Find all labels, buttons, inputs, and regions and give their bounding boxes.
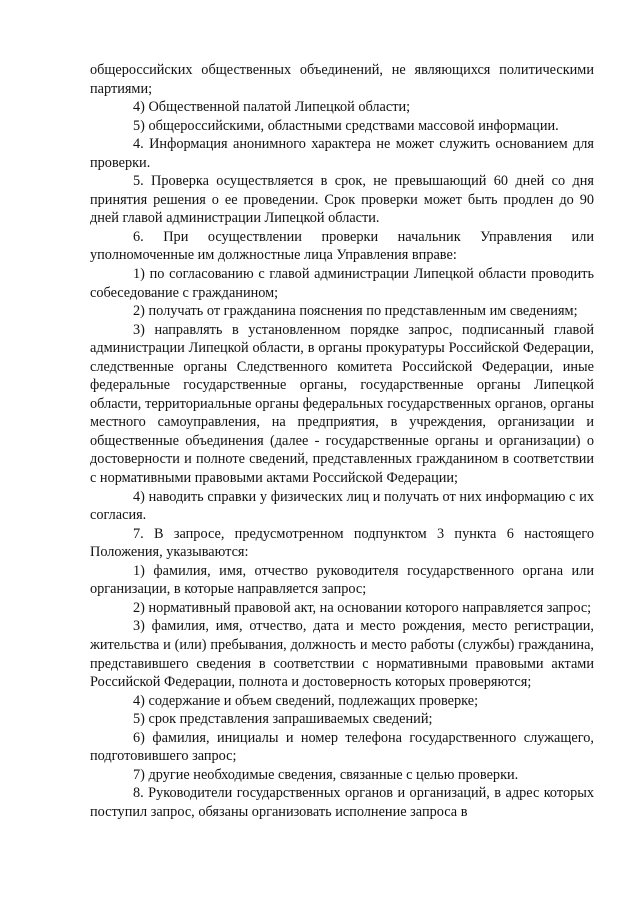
paragraph: 6. При осуществлении проверки начальник Управления или уполномоченные им должностные лица Управления вправе: [90, 228, 594, 264]
paragraph: 4. Информация анонимного характера не может служить основанием для проверки. [90, 136, 594, 171]
paragraph: 6) фамилия, инициалы и номер телефона государственного служащего, подготовившего запрос; [90, 729, 594, 765]
document-body [90, 61, 594, 821]
paragraph: 5) общероссийскими, областными средствами массовой информации. [133, 117, 559, 134]
paragraph: общероссийских общественных объединений, не являющихся политическими партиями; [90, 62, 594, 97]
paragraph: 2) нормативный правовой акт, на основании которого направляется запрос; [133, 599, 592, 616]
paragraph: 8. Руководители государственных органов и организаций, в адрес которых поступил запрос, обязаны организовать исполнение запроса в [90, 785, 594, 820]
paragraph: 4) Общественной палатой Липецкой области; [133, 99, 411, 116]
paragraph: 1) по согласованию с главой администрации Липецкой области проводить собеседование с гражданином; [90, 266, 594, 301]
paragraph: 5) срок представления запрашиваемых сведений; [133, 711, 433, 728]
paragraph: 4) содержание и объем сведений, подлежащих проверке; [133, 692, 479, 709]
paragraph: 3) направлять в установленном порядке запрос, подписанный главой администрации Липецкой области, в органы прокуратуры Российской Федерации, следственные органы Следственного комитета Российской Федерации, иные федеральные государственные органы, государственные органы Липецкой области, территориальные органы федеральных государственных органов, органы местного самоуправления, на предприятия, в учреждения, организации и общественные объединения (далее - государственные органы и организации) о достоверности и полноте сведений, представленных гражданином в соответствии с нормативными правовыми актами Российской Федерации; [90, 321, 594, 487]
paragraph: 3) фамилия, имя, отчество, дата и место рождения, место регистрации, жительства и (или) пребывания, должность и место работы (службы) гражданина, представившего сведения в соответствии с нормативными правовыми актами Российской Федерации, полнота и достоверность которых проверяются; [90, 618, 594, 691]
paragraph: 7) другие необходимые сведения, связанные с целью проверки. [133, 766, 519, 783]
paragraph: 5. Проверка осуществляется в срок, не превышающий 60 дней со дня принятия решения о ее проведении. Срок проверки может быть продлен до 90 дней главой администрации Липецкой области. [90, 173, 594, 227]
paragraph: 2) получать от гражданина пояснения по представленным им сведениям; [133, 303, 578, 320]
paragraph: 1) фамилия, имя, отчество руководителя государственного органа или организации, в которые направляется запрос; [90, 562, 594, 598]
paragraph: 4) наводить справки у физических лиц и получать от них информацию с их согласия. [90, 488, 594, 524]
paragraph: 7. В запросе, предусмотренном подпунктом 3 пункта 6 настоящего Положения, указываются: [90, 525, 594, 561]
